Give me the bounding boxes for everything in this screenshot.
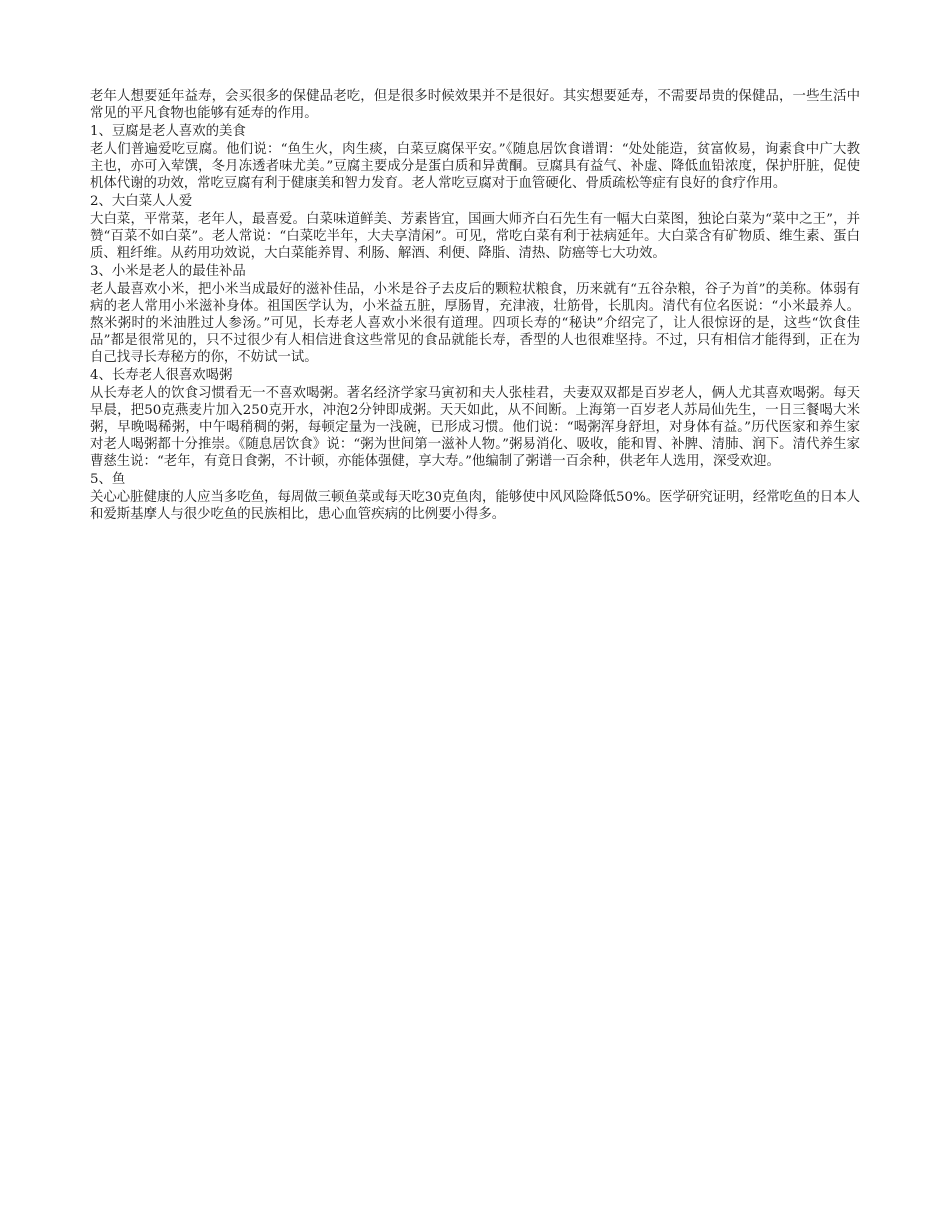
section-body-millet: 老人最喜欢小米，把小米当成最好的滋补佳品，小米是谷子去皮后的颗粒状粮食，历来就有“五谷杂粮，谷子为首”的美称。体弱有病的老人常用小米滋补身体。祖国医学认为，小米益五脏，厚肠胃，充津液，壮筋骨，长肌肉。清代有位名医说：“小米最养人。熬米粥时的米油胜过人参汤。”可见，长寿老人喜欢小米很有道理。四项长寿的“秘诀”介绍完了，让人很惊讶的是，这些“饮食佳品”都是很常见的，只不过很少有人相信进食这些常见的食品就能长寿，香型的人也很难坚持。不过，只有相信才能得到，正在为自己找寻长寿秘方的你，不妨试一试。 bbox=[90, 282, 860, 365]
intro-paragraph: 老年人想要延年益寿，会买很多的保健品老吃，但是很多时候效果并不是很好。其实想要延寿，不需要昂贵的保健品，一些生活中常见的平凡食物也能够有延寿的作用。 bbox=[90, 89, 860, 121]
section-body-cabbage: 大白菜，平常菜，老年人，最喜爱。白菜味道鲜美、芳素皆宜，国画大师齐白石先生有一幅大白菜图，独论白菜为“菜中之王”，并赞“百菜不如白菜”。老人常说：“白菜吃半年，大夫享清闲”。可见，常吃白菜有利于祛病延年。大白菜含有矿物质、维生素、蛋白质、粗纤维。从药用功效说，大白菜能养胃、利肠、解酒、利便、降脂、清热、防癌等七大功效。 bbox=[90, 212, 860, 261]
section-heading-fish: 5、鱼 bbox=[90, 472, 126, 487]
section-heading-millet: 3、小米是老人的最佳补品 bbox=[90, 264, 246, 279]
section-heading-cabbage: 2、大白菜人人爱 bbox=[90, 194, 193, 209]
section-heading-tofu: 1、豆腐是老人喜欢的美食 bbox=[90, 124, 246, 139]
section-body-porridge: 从长寿老人的饮食习惯看无一不喜欢喝粥。著名经济学家马寅初和夫人张桂君，夫妻双双都是百岁老人，俩人尤其喜欢喝粥。每天早晨，把50克燕麦片加入250克开水，冲泡2分钟即成粥。天天如此，从不间断。上海第一百岁老人苏局仙先生，一日三餐喝大米粥，早晚喝稀粥，中午喝稍稠的粥，每顿定量为一浅碗，已形成习惯。他们说：“喝粥浑身舒坦，对身体有益。”历代医家和养生家对老人喝粥都十分推崇。《随息居饮食》说：“粥为世间第一滋补人物。”粥易消化、吸收，能和胃、补脾、清肺、润下。清代养生家曹慈生说：“老年，有竟日食粥，不计顿，亦能体强健，享大寿。”他编制了粥谱一百余种，供老年人选用，深受欢迎。 bbox=[90, 386, 860, 469]
section-body-tofu: 老人们普遍爱吃豆腐。他们说：“鱼生火，肉生痰，白菜豆腐保平安。”《随息居饮食谱谓：“处处能造，贫富攸易，询素食中广大教主也，亦可入荤馔，冬月冻透者味尤美。”豆腐主要成分是蛋白质和异黄酮。豆腐具有益气、补虚、降低血铅浓度，保护肝脏，促使机体代谢的功效，常吃豆腐有利于健康美和智力发育。老人常吃豆腐对于血管硬化、骨质疏松等症有良好的食疗作用。 bbox=[90, 142, 860, 191]
section-heading-porridge: 4、长寿老人很喜欢喝粥 bbox=[90, 368, 233, 383]
section-body-fish: 关心心脏健康的人应当多吃鱼，每周做三顿鱼菜或每天吃30克鱼肉，能够使中风风险降低50%。医学研究证明，经常吃鱼的日本人和爱斯基摩人与很少吃鱼的民族相比，患心血管疾病的比例要小得多。 bbox=[90, 490, 860, 522]
document-page bbox=[90, 88, 860, 523]
